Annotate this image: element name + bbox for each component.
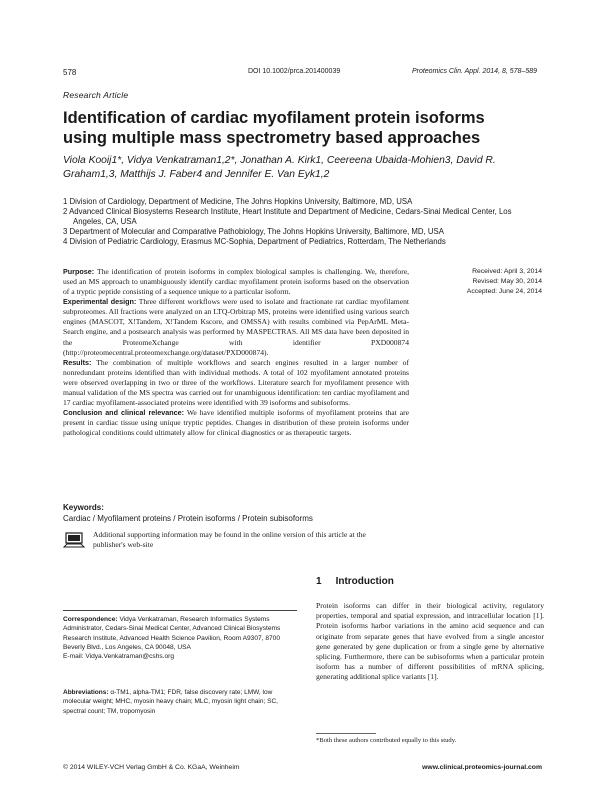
- abstract-design: [63, 297, 409, 357]
- affiliation: 2 Advanced Clinical Biosystems Research Institute, Heart Institute and Department of Medicine, Cedars-Sinai Medical Center, Los Angeles, CA, USA: [63, 207, 512, 227]
- page-number: 578: [63, 68, 77, 77]
- abstract: [63, 267, 409, 438]
- footnote: *Both these authors contributed equally to this study.: [316, 737, 457, 744]
- copyright: © 2014 WILEY-VCH Verlag GmbH & Co. KGaA, Weinheim: [63, 764, 240, 771]
- affiliation: 4 Division of Pediatric Cardiology, Erasmus MC-Sophia, Department of Pediatrics, Rotterdam, The Netherlands: [63, 237, 446, 247]
- abstract-label: Purpose:: [63, 267, 95, 276]
- abbreviations-text: α-TM1, alpha-TM1; FDR, false discovery rate; LMW, low molecular weight; MHC, myosin heavy chain; MLC, myosin light chain; SC, spectral count; TM, tropomyosin: [63, 689, 278, 715]
- abstract-results: [63, 358, 409, 408]
- doi: DOI 10.1002/prca.201400039: [248, 68, 341, 75]
- correspondence-text: Vidya Venkatraman, Research Informatics Systems Administrator, Cedars-Sinai Medical Center, Advanced Clinical Biosystems Research Institute, Advanced Health Science Pavilion, Room A9307, 8700 Beverly Blvd., Los Angeles, CA 90048, USA: [63, 616, 281, 651]
- keywords-label: Keywords:: [63, 503, 104, 512]
- received-date: Received: April 3, 2014: [472, 268, 542, 275]
- authors: Viola Kooij1*, Vidya Venkatraman1,2*, Jonathan A. Kirk1, Ceereena Ubaida-Mohien3, David R. Graham1,3, Matthijs J. Faber4 and Jennifer E. Van Eyk1,2: [63, 155, 496, 180]
- abbreviations: [63, 688, 295, 716]
- abstract-conclusion: [63, 408, 409, 438]
- article-title: Identification of cardiac myofilament protein isoforms using multiple mass spectrometry based approaches: [63, 109, 485, 147]
- correspondence: [63, 615, 295, 661]
- keywords: [63, 503, 313, 524]
- article-type: Research Article: [63, 90, 129, 100]
- section-heading: [316, 576, 408, 587]
- revised-date: Revised: May 30, 2014: [472, 278, 542, 285]
- abstract-label: Results:: [63, 357, 92, 367]
- correspondence-label: Correspondence:: [63, 616, 118, 623]
- keywords-text: Cardiac / Myofilament proteins / Protein isoforms / Protein subisoforms: [63, 513, 313, 523]
- journal-url[interactable]: www.clinical.proteomics-journal.com: [422, 764, 542, 771]
- abstract-label: Experimental design:: [63, 297, 137, 307]
- affiliation: 1 Division of Cardiology, Department of Medicine, The Johns Hopkins University, Baltimore, MD, USA: [63, 197, 413, 206]
- abstract-label: Conclusion and clinical relevance:: [63, 408, 185, 418]
- article-dates: [467, 267, 542, 297]
- abstract-text: Three different workflows were used to isolate and fractionate rat cardiac myofilament subproteomes. All fractions were analyzed on an LTQ-Orbitrap MS, proteins were identified using various search engines (MASCOT, X!Tandem, X!Tandem Kscore, and OMSSA) with results combined via PepArML Meta-Search engine, and a postsearch analysis was performed by MASPECTRAS. All MS data have been deposited in the ProteomeXchange with identifier PXD000874 (http://proteomecentral.proteomexchange.org/dataset/PXD000874).: [63, 297, 409, 357]
- abstract-text: We have identified multiple isoforms of myofilament proteins that are present in cardiac tissue using unique tryptic peptides. Changes in distribution of these protein isoforms under pathological conditions could ultimately allow for clinical diagnostics or as therapeutic targets.: [63, 408, 409, 438]
- supporting-info-text[interactable]: Additional supporting information may be found in the online version of this article at the publisher's web-site: [93, 530, 366, 549]
- abbreviations-label: Abbreviations:: [63, 689, 109, 696]
- introduction-text: Protein isoforms can differ in their biological activity, regulatory properties, temporal and spatial expression, and intracellular location [1]. Protein isoforms harbor variations in the amino acid sequence and can originate from separate genes that have evolved from a single ancestor gene generated by gene duplication or from a single gene by alternative splicing. Furthermore, there can be subisoforms when a particular protein isoform has a number of different possibilities of mRNA splicing, generating additional splice variants [1].: [316, 601, 544, 682]
- accepted-date: Accepted: June 24, 2014: [466, 288, 542, 295]
- correspondence-email[interactable]: E-mail: Vidya.Venkatraman@cshs.org: [63, 653, 175, 661]
- footnote-divider: [316, 733, 376, 734]
- section-title: Introduction: [335, 576, 394, 587]
- journal-citation: Proteomics Clin. Appl. 2014, 8, 578–589: [411, 68, 537, 75]
- abstract-text: The identification of protein isoforms in complex biological samples is challenging. We, therefore, used an MS approach to unambiguously identify cardiac myofilament protein isoforms based on the observation of a tryptic peptide consisting of a sequence unique to a particular isoform.: [63, 267, 409, 297]
- abstract-purpose: [63, 267, 409, 297]
- computer-icon: [63, 532, 85, 548]
- affiliation: 3 Department of Molecular and Comparative Pathobiology, The Johns Hopkins University, Baltimore, MD, USA: [63, 227, 444, 237]
- divider: [63, 610, 297, 611]
- abstract-text: The combination of multiple workflows and search engines resulted in a larger number of nonredundant proteins identified than with individual methods. A total of 102 myofilament annotated proteins were observed overlapping in two or three of the workflows. Literature search for myofilament presence with manual validation of the MS spectra was carried out for unambiguous identification: ten cardiac myofilament and 17 cardiac myofilament-associated proteins were identified with 39 isoforms and subisoforms.: [63, 357, 409, 408]
- section-number: 1: [316, 576, 322, 587]
- affiliations: [63, 197, 543, 247]
